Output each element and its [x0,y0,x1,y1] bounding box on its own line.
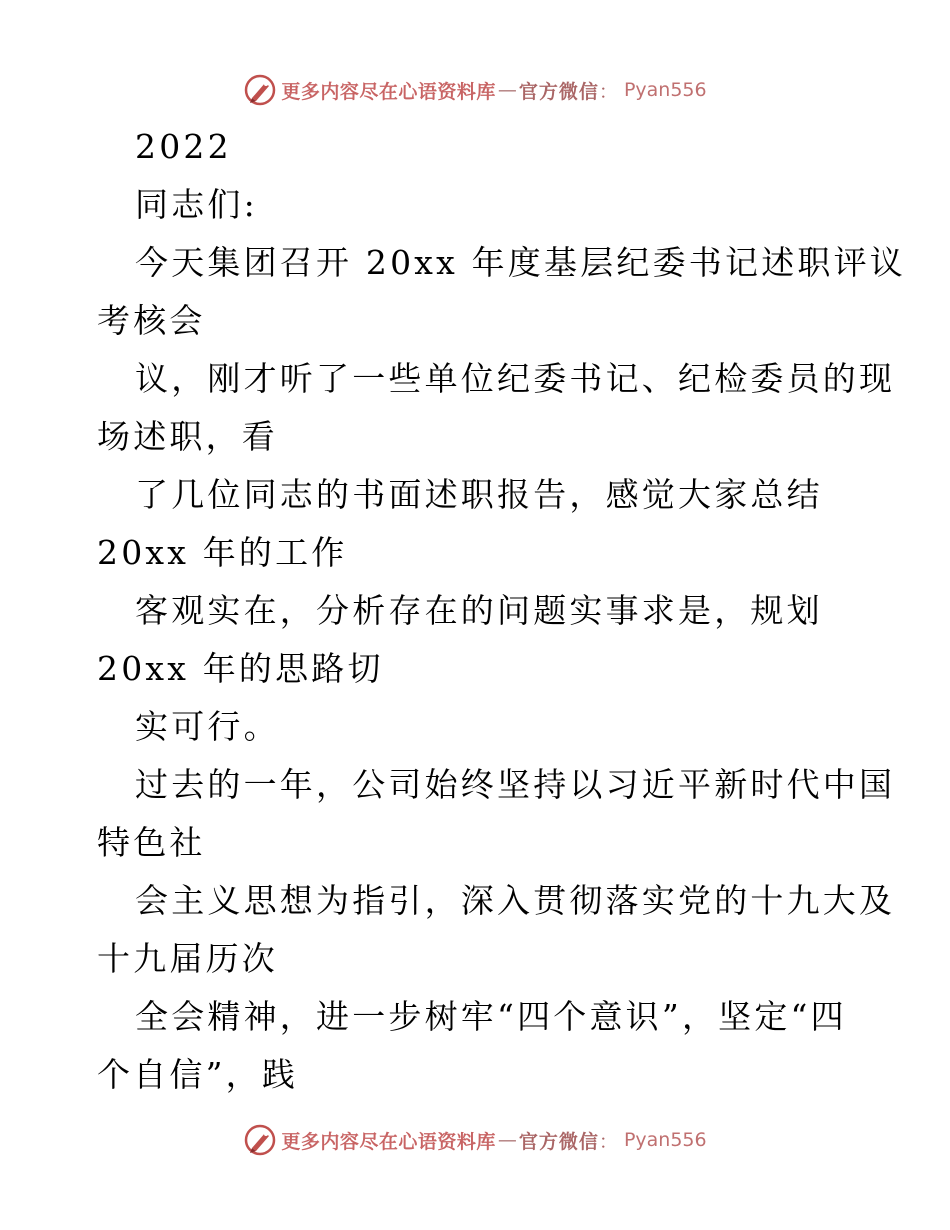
text-line: 全会精神，进一步树牢“四个意识”，坚定“四 [135,997,847,1036]
banner-separator: — [497,79,517,101]
footer-banner [0,1120,950,1160]
pen-logo-icon [243,73,277,107]
text-line: 20xx 年的思路切 [97,649,384,688]
header-banner [0,70,950,110]
banner-wechat-id: Pyan556 [623,79,707,101]
banner-colon: ： [598,80,618,103]
text-line: 场述职，看 [97,417,278,456]
banner-site-text: 更多内容尽在心语资料库 [281,80,496,103]
text-line: 了几位同志的书面述职报告，感觉大家总结 [135,475,823,514]
text-line: 今天集团召开 20xx 年度基层纪委书记述职评议 [135,243,906,282]
text-line: 实可行。 [135,707,280,746]
pen-logo-icon [243,1123,277,1157]
banner-wechat-id: Pyan556 [623,1129,707,1151]
text-line: 20xx 年的工作 [97,533,348,572]
text-line: 2022 [135,127,232,166]
text-line: 考核会 [97,301,206,340]
text-line: 同志们: [135,185,258,224]
banner-separator: — [497,1129,517,1151]
text-line: 客观实在，分析存在的问题实事求是，规划 [135,591,823,630]
text-line: 过去的一年，公司始终坚持以习近平新时代中国 [135,765,896,804]
text-line: 十九届历次 [97,939,278,978]
text-line: 议，刚才听了一些单位纪委书记、纪检委员的现 [135,359,896,398]
text-line: 特色社 [97,823,206,862]
banner-colon: ： [598,1130,618,1153]
banner-wechat-label: 官方微信 [518,80,599,103]
banner-site-text: 更多内容尽在心语资料库 [281,1130,496,1153]
banner-wechat-label: 官方微信 [518,1130,599,1153]
text-line: 个自信”，践 [97,1055,299,1094]
text-line: 会主义思想为指引，深入贯彻落实党的十九大及 [135,881,896,920]
document-body [97,118,906,1104]
